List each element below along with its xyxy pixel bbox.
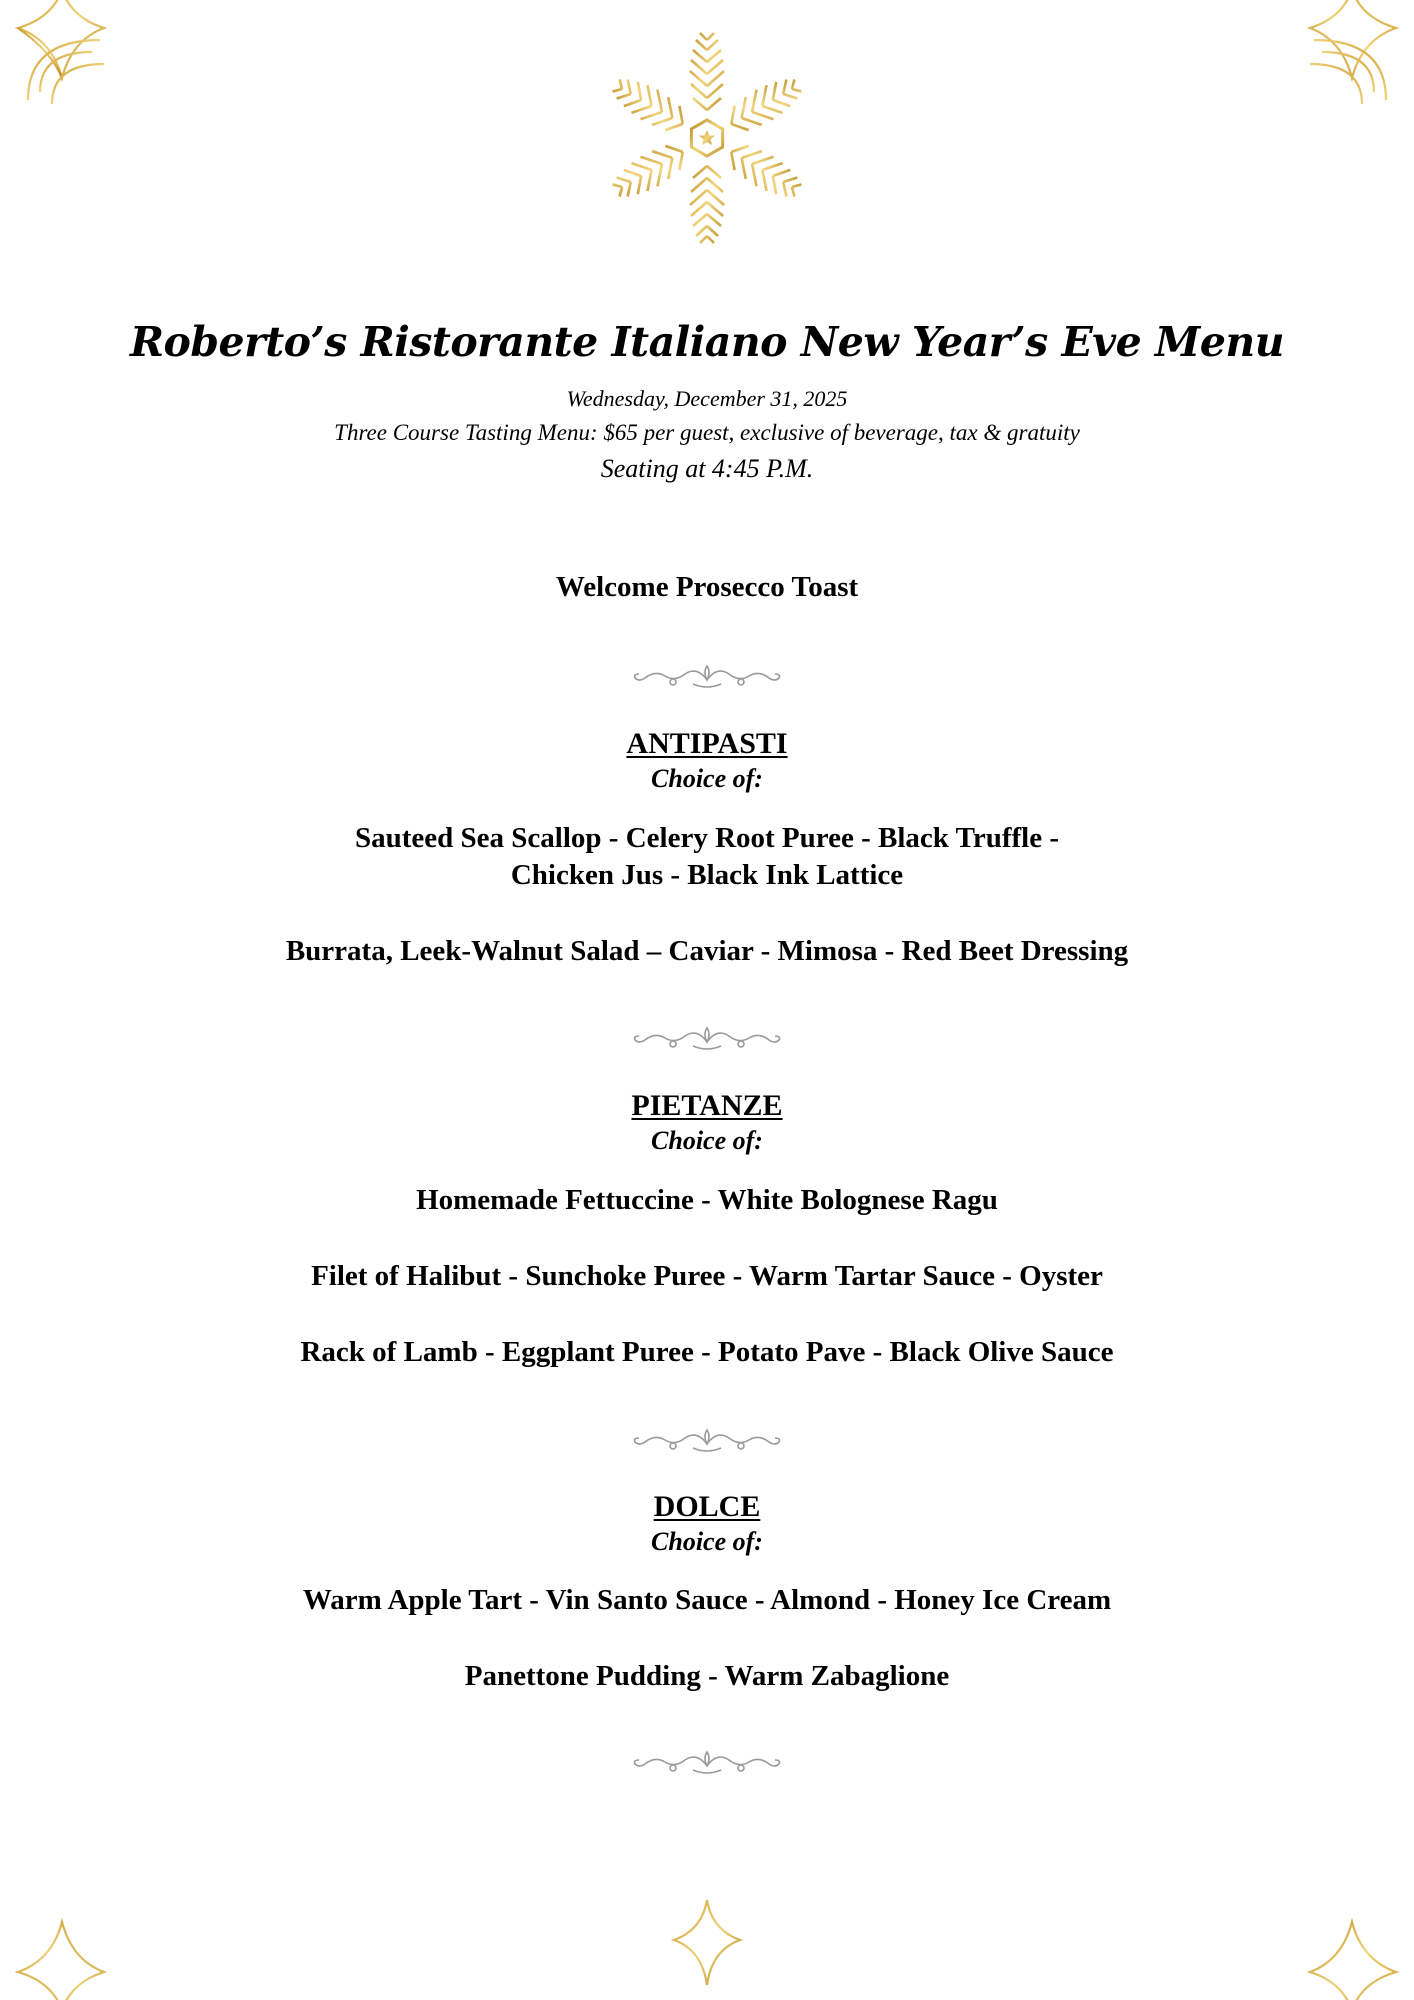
choice-label: Choice of: <box>651 1527 763 1556</box>
snowflake-icon <box>587 18 827 258</box>
menu-item-line: Panettone Pudding - Warm Zabaglione <box>464 1660 950 1692</box>
menu-item-line: Burrata, Leek-Walnut Salad – Caviar - Mimosa - Red Beet Dressing <box>285 935 1129 967</box>
welcome-toast: Welcome Prosecco Toast <box>555 571 859 603</box>
event-date: Wednesday, December 31, 2025 <box>566 386 848 411</box>
flourish-icon <box>627 1022 787 1056</box>
seating-time: Seating at 4:45 P.M. <box>600 454 814 483</box>
course-title-dolce: DOLCE <box>653 1490 761 1523</box>
corner-bottom-right <box>994 1580 1396 2000</box>
menu-item-line: Warm Apple Tart - Vin Santo Sauce - Almond - Honey Ice Cream <box>302 1584 1112 1616</box>
choice-label: Choice of: <box>651 764 763 793</box>
course-title-pietanze: PIETANZE <box>631 1089 783 1122</box>
flourish-icon <box>627 1424 787 1458</box>
choice-label: Choice of: <box>651 1126 763 1155</box>
menu-title: Roberto’s Ristorante Italiano New Year’s Eve Menu <box>129 318 1285 366</box>
flourish-icon <box>627 1746 787 1780</box>
menu-item-line: Filet of Halibut - Sunchoke Puree - Warm Tartar Sauce - Oyster <box>311 1260 1103 1292</box>
pricing-note: Three Course Tasting Menu: $65 per guest, exclusive of beverage, tax & gratuity <box>334 420 1080 445</box>
corner-bottom-left <box>18 1580 420 2000</box>
menu-item-line: Rack of Lamb - Eggplant Puree - Potato Pave - Black Olive Sauce <box>300 1336 1114 1368</box>
menu-item-line: Sauteed Sea Scallop - Celery Root Puree - Black Truffle - <box>355 822 1059 854</box>
flourish-icon <box>627 660 787 694</box>
course-title-antipasti: ANTIPASTI <box>626 727 788 760</box>
menu-item-line: Chicken Jus - Black Ink Lattice <box>510 859 904 891</box>
bottom-center-ornament <box>545 1900 870 1985</box>
menu-item-line: Homemade Fettuccine - White Bolognese Ragu <box>416 1184 998 1216</box>
